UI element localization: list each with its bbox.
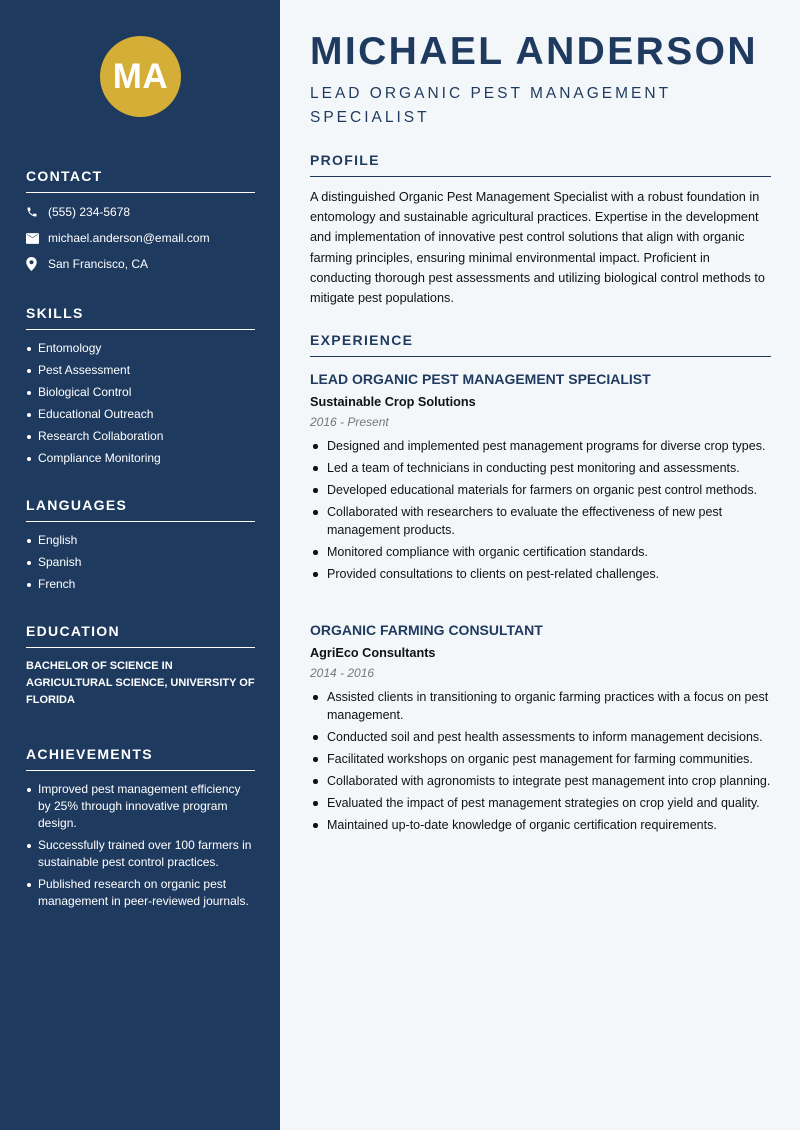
- languages-list: [26, 532, 255, 593]
- contact-phone: [26, 199, 255, 225]
- skill-item: Biological Control: [26, 384, 255, 401]
- job-bullet: Collaborated with agronomists to integrate pest management into crop planning.: [310, 772, 771, 790]
- skill-item: Compliance Monitoring: [26, 450, 255, 467]
- sidebar: [0, 0, 280, 1130]
- job-bullet: Monitored compliance with organic certification standards.: [310, 543, 771, 561]
- skills-section: [26, 305, 255, 472]
- job-bullet: Evaluated the impact of pest management strategies on crop yield and quality.: [310, 794, 771, 812]
- profile-text: A distinguished Organic Pest Management Specialist with a robust foundation in entomology and sustainable agricultural practices. Expertise in the development and implementation of innovative pest control solutions that align with organic farming principles, ensuring minimal environmental impact. Proficient in conducting thorough pest assessments and utilizing biological control methods to mitigate pest populations.: [310, 190, 765, 306]
- candidate-name: MICHAEL ANDERSON: [310, 30, 758, 73]
- languages-heading: LANGUAGES: [26, 497, 255, 522]
- job-bullet: Led a team of technicians in conducting pest monitoring and assessments.: [310, 459, 771, 477]
- achievement-item: Successfully trained over 100 farmers in sustainable pest control practices.: [26, 837, 255, 871]
- job-title: LEAD ORGANIC PEST MANAGEMENT SPECIALIST: [310, 371, 651, 387]
- skills-heading: SKILLS: [26, 305, 255, 330]
- job-bullets: [310, 688, 771, 834]
- contact-heading: CONTACT: [26, 168, 255, 193]
- achievement-item: Improved pest management efficiency by 25% through innovative program design.: [26, 781, 255, 832]
- job-bullet: Collaborated with researchers to evaluate the effectiveness of new pest management products.: [310, 503, 771, 539]
- achievements-heading: ACHIEVEMENTS: [26, 746, 255, 771]
- job-entry: [310, 371, 771, 587]
- job-bullet: Developed educational materials for farmers on organic pest control methods.: [310, 481, 771, 499]
- experience-heading: EXPERIENCE: [310, 332, 771, 357]
- job-bullet: Maintained up-to-date knowledge of organic certification requirements.: [310, 816, 771, 834]
- education-degree: BACHELOR OF SCIENCE IN AGRICULTURAL SCIENCE, UNIVERSITY OF FLORIDA: [26, 660, 255, 706]
- language-item: English: [26, 532, 255, 549]
- job-company: Sustainable Crop Solutions: [310, 395, 476, 409]
- avatar-initials: MA: [100, 36, 181, 117]
- location-pin-icon: [26, 257, 48, 271]
- phone-icon: [26, 206, 48, 218]
- job-bullets: [310, 437, 771, 583]
- skill-item: Research Collaboration: [26, 428, 255, 445]
- contact-email: [26, 225, 255, 251]
- job-dates: 2016 - Present: [310, 415, 389, 429]
- job-entry: [310, 622, 771, 838]
- languages-section: [26, 497, 255, 598]
- job-bullet: Provided consultations to clients on pest-related challenges.: [310, 565, 771, 583]
- skill-item: Educational Outreach: [26, 406, 255, 423]
- job-title: ORGANIC FARMING CONSULTANT: [310, 622, 543, 638]
- job-company: AgriEco Consultants: [310, 646, 436, 660]
- achievements-section: [26, 746, 255, 915]
- job-bullet: Conducted soil and pest health assessments to inform management decisions.: [310, 728, 771, 746]
- education-section: [26, 623, 255, 709]
- candidate-role: LEAD ORGANIC PEST MANAGEMENT SPECIALIST: [310, 85, 671, 126]
- contact-phone-text: (555) 234-5678: [48, 205, 131, 219]
- contact-section: [26, 168, 255, 277]
- job-dates: 2014 - 2016: [310, 666, 375, 680]
- language-item: Spanish: [26, 554, 255, 571]
- skill-item: Pest Assessment: [26, 362, 255, 379]
- contact-location: [26, 251, 255, 277]
- skills-list: [26, 340, 255, 467]
- achievement-item: Published research on organic pest management in peer-reviewed journals.: [26, 876, 255, 910]
- language-item: French: [26, 576, 255, 593]
- profile-heading: PROFILE: [310, 152, 771, 177]
- email-icon: [26, 233, 48, 244]
- job-bullet: Designed and implemented pest management programs for diverse crop types.: [310, 437, 771, 455]
- job-bullet: Assisted clients in transitioning to organic farming practices with a focus on pest management.: [310, 688, 771, 724]
- contact-location-text: San Francisco, CA: [48, 257, 149, 271]
- job-bullet: Facilitated workshops on organic pest management for farming communities.: [310, 750, 771, 768]
- achievements-list: [26, 781, 255, 910]
- education-heading: EDUCATION: [26, 623, 255, 648]
- skill-item: Entomology: [26, 340, 255, 357]
- contact-email-text: michael.anderson@email.com: [48, 231, 210, 245]
